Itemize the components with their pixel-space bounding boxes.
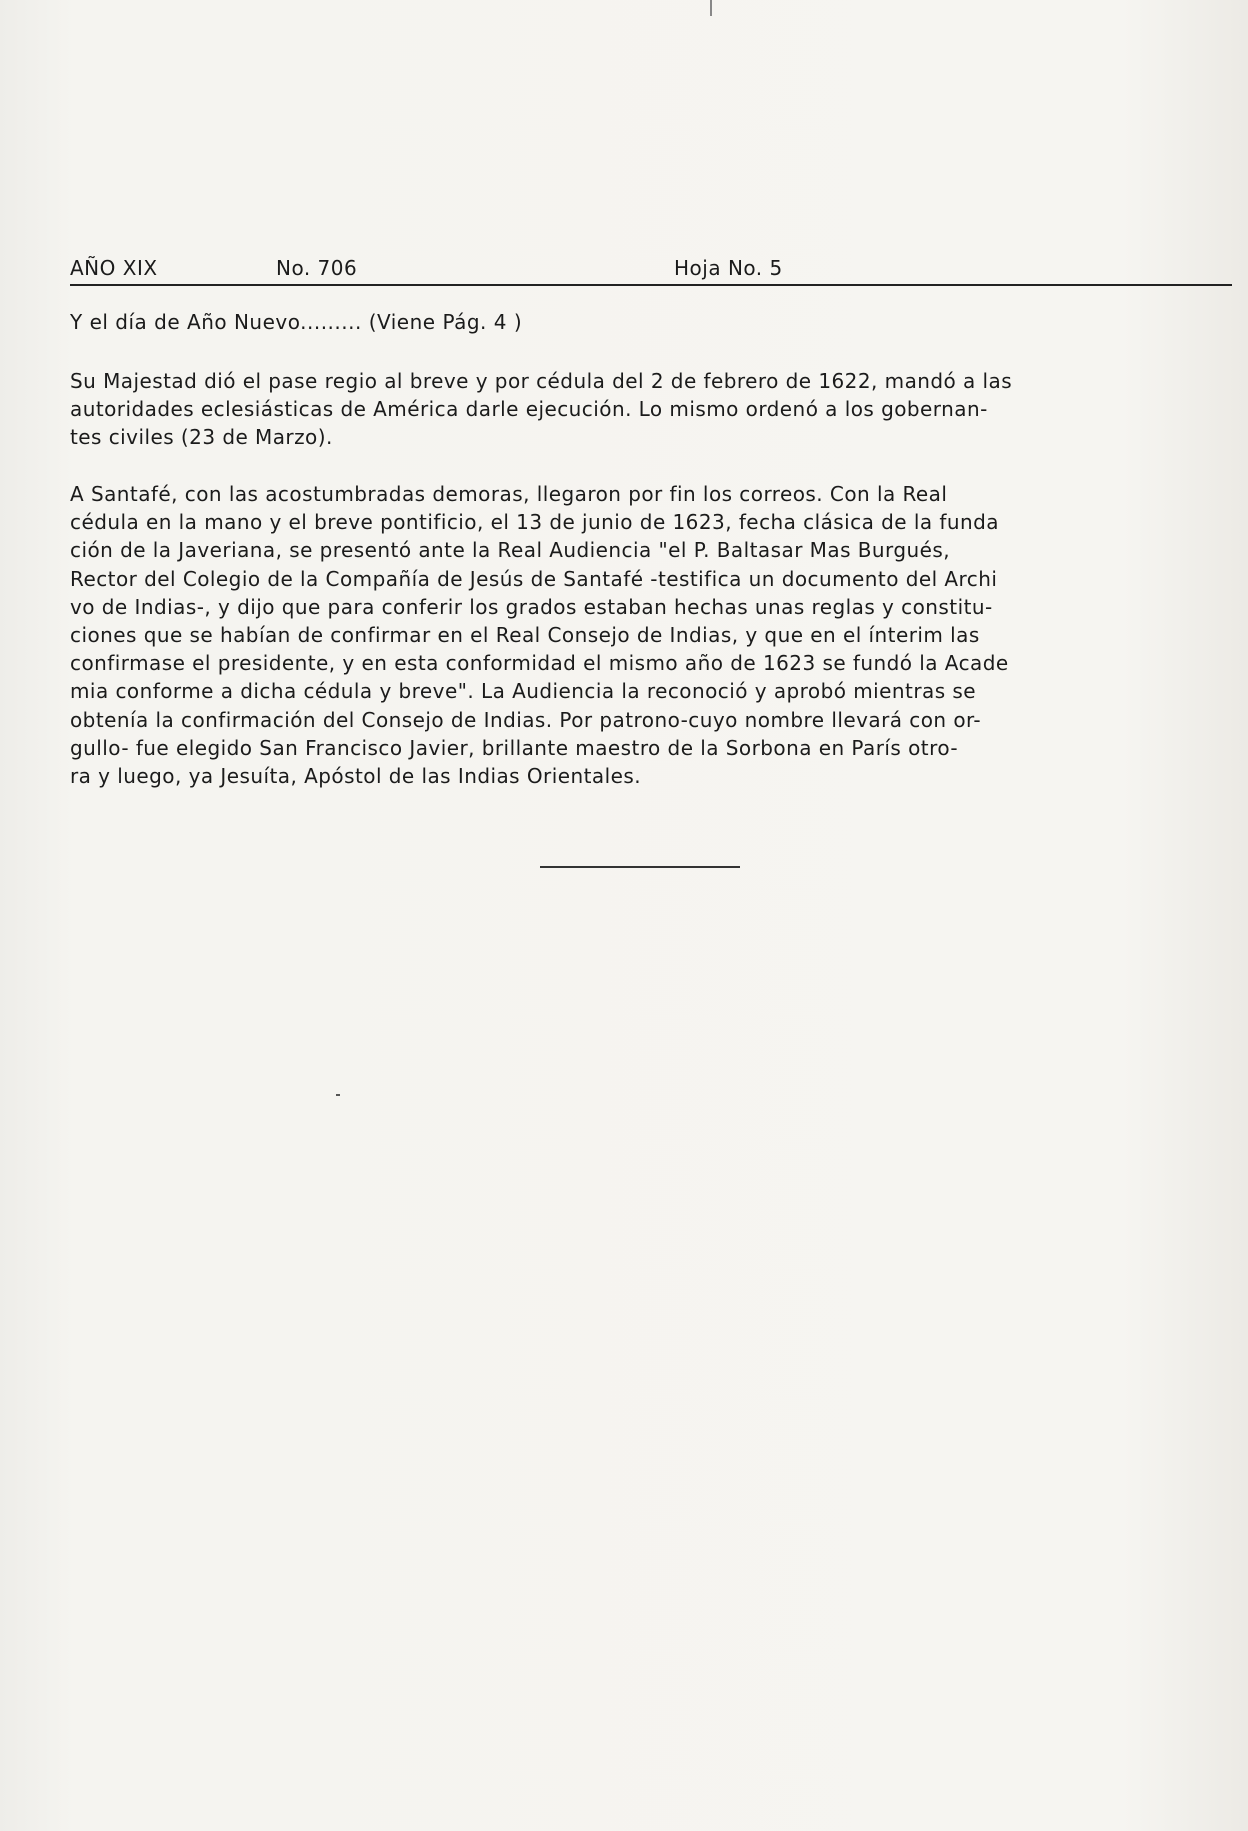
stray-mark — [336, 1094, 340, 1096]
paragraph-line: confirmase el presidente, y en esta conformidad el mismo año de 1623 se fundó la Acade — [70, 651, 1009, 676]
continued-from-note: Y el día de Año Nuevo......... (Viene Pág. 4 ) — [70, 310, 523, 334]
paragraph-1 — [70, 367, 1220, 452]
header-sheet: Hoja No. 5 — [674, 256, 783, 280]
header-year: AÑO XIX — [70, 256, 158, 280]
scan-mark — [710, 0, 712, 16]
paragraph-line: ra y luego, ya Jesuíta, Apóstol de las Indias Orientales. — [70, 764, 642, 789]
paragraph-line: tes civiles (23 de Marzo). — [70, 425, 333, 450]
paragraph-line: cédula en la mano y el breve pontificio, el 13 de junio de 1623, fecha clásica de la funda — [70, 510, 999, 535]
paragraph-line: gullo- fue elegido San Francisco Javier, brillante maestro de la Sorbona en París otro- — [70, 735, 959, 760]
paragraph-2 — [70, 480, 1220, 790]
page-header — [70, 256, 1232, 286]
paragraph-line: Su Majestad dió el pase regio al breve y por cédula del 2 de febrero de 1622, mandó a las — [70, 369, 1013, 393]
paragraph-line: ción de la Javeriana, se presentó ante la Real Audiencia "el P. Baltasar Mas Burgués, — [70, 538, 951, 563]
section-divider — [540, 866, 740, 868]
paragraph-line: A Santafé, con las acostumbradas demoras, llegaron por fin los correos. Con la Real — [70, 482, 948, 506]
paragraph-line: Rector del Colegio de la Compañía de Jesús de Santafé -testifica un documento del Archi — [70, 566, 998, 591]
paragraph-line: vo de Indias-, y dijo que para conferir los grados estaban hechas unas reglas y constitu- — [70, 594, 993, 619]
paragraph-line: ciones que se habían de confirmar en el Real Consejo de Indias, y que en el ínterim las — [70, 623, 980, 648]
header-number: No. 706 — [276, 256, 358, 280]
paragraph-line: obtenía la confirmación del Consejo de Indias. Por patrono-cuyo nombre llevará con or- — [70, 707, 982, 732]
paragraph-line: autoridades eclesiásticas de América darle ejecución. Lo mismo ordenó a los gobernan- — [70, 397, 988, 422]
paragraph-line: mia conforme a dicha cédula y breve". La Audiencia la reconoció y aprobó mientras se — [70, 679, 977, 704]
bleed-through-text — [40, 240, 1220, 1800]
